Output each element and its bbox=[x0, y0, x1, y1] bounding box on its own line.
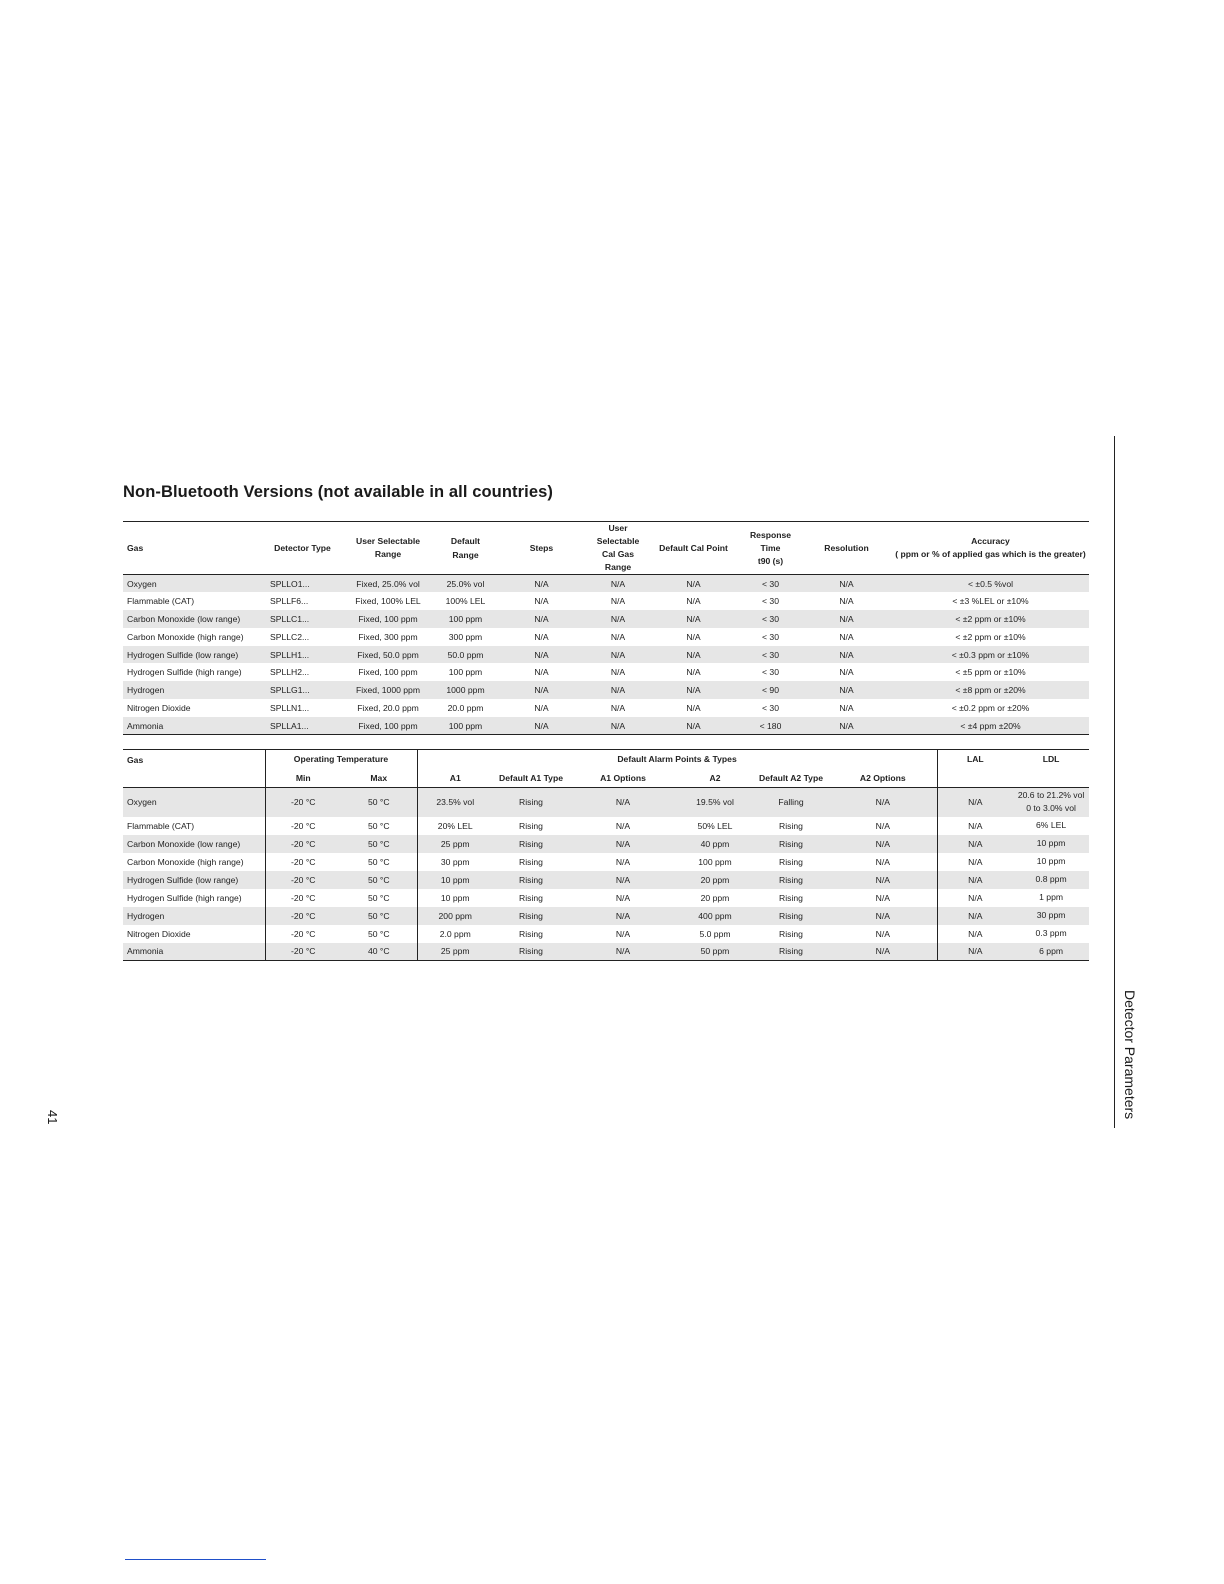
cell-a1-type: Rising bbox=[519, 928, 543, 939]
table-row bbox=[123, 835, 1089, 853]
table-row bbox=[123, 717, 1089, 735]
cell-gas: Flammable (CAT) bbox=[123, 817, 265, 835]
cell-a2: 19.5% vol bbox=[696, 797, 734, 808]
cell-response-time: < 30 bbox=[762, 578, 779, 589]
cell-response-time: < 180 bbox=[759, 720, 782, 731]
cell-temp-max: 50 °C bbox=[341, 835, 417, 853]
header-detector-type: Detector Type bbox=[274, 543, 331, 553]
header-lal: LAL bbox=[966, 754, 984, 765]
header-gas: Gas bbox=[123, 750, 265, 788]
cell-accuracy: < ±0.5 %vol bbox=[967, 578, 1014, 589]
header-a2-options: A2 Options bbox=[829, 769, 937, 788]
cell-gas: Carbon Monoxide (low range) bbox=[123, 835, 265, 853]
detector-specs-table bbox=[123, 521, 1089, 735]
cell-gas: Flammable (CAT) bbox=[127, 596, 195, 607]
header-resolution: Resolution bbox=[824, 543, 869, 553]
cell-a2-options: N/A bbox=[829, 853, 937, 871]
cell-temp-max: 50 °C bbox=[341, 925, 417, 943]
cell-a2-options: N/A bbox=[829, 907, 937, 925]
cell-ldl: 10 ppm bbox=[1036, 856, 1066, 866]
cell-a1-options: N/A bbox=[615, 946, 631, 957]
cell-lal: N/A bbox=[968, 946, 983, 957]
cell-gas: Ammonia bbox=[123, 943, 265, 961]
cell-cal-gas-range: N/A bbox=[610, 649, 626, 660]
cell-default-cal-point: N/A bbox=[686, 596, 701, 607]
cell-a1-type: Rising bbox=[519, 820, 543, 831]
cell-default-range: 1000 ppm bbox=[446, 685, 485, 696]
table-row bbox=[123, 681, 1089, 699]
cell-steps: N/A bbox=[534, 613, 549, 624]
cell-cal-gas-range: N/A bbox=[610, 720, 626, 731]
cell-a2: 40 ppm bbox=[700, 838, 730, 849]
table-row bbox=[123, 699, 1089, 717]
cell-temp-min: -20 °C bbox=[291, 892, 316, 903]
cell-response-time: < 30 bbox=[762, 649, 779, 660]
cell-gas: Ammonia bbox=[127, 720, 164, 731]
cell-gas: Hydrogen Sulfide (low range) bbox=[123, 871, 265, 889]
cell-temp-min: -20 °C bbox=[291, 856, 316, 867]
cell-lal: N/A bbox=[968, 797, 983, 808]
cell-temp-min: -20 °C bbox=[291, 874, 316, 885]
cell-temp-min: -20 °C bbox=[291, 820, 316, 831]
cell-gas: Hydrogen bbox=[123, 907, 265, 925]
cell-default-cal-point: N/A bbox=[686, 702, 701, 713]
cell-ldl: 6% LEL bbox=[1036, 820, 1067, 830]
cell-a1-type: Rising bbox=[519, 910, 543, 921]
header-default-alarm-points: Default Alarm Points & Types bbox=[417, 750, 937, 769]
cell-a1-options: N/A bbox=[615, 797, 631, 808]
header-gas: Gas bbox=[127, 543, 144, 553]
table-row bbox=[123, 646, 1089, 664]
cell-a2: 50% LEL bbox=[697, 820, 733, 831]
cell-detector-type: SPLLH1... bbox=[270, 649, 310, 660]
cell-resolution: N/A bbox=[839, 578, 854, 589]
cell-a2: 100 ppm bbox=[698, 856, 732, 867]
cell-default-range: 20.0 ppm bbox=[447, 702, 484, 713]
cell-temp-max: 50 °C bbox=[341, 788, 417, 817]
cell-resolution: N/A bbox=[839, 702, 854, 713]
cell-user-range: Fixed, 100 ppm bbox=[358, 667, 418, 678]
cell-temp-min: -20 °C bbox=[291, 910, 316, 921]
cell-user-range: Fixed, 100% LEL bbox=[355, 596, 421, 607]
table-row bbox=[123, 663, 1089, 681]
cell-temp-min: -20 °C bbox=[291, 838, 316, 849]
cell-a1: 30 ppm bbox=[440, 856, 470, 867]
header-lal-empty bbox=[937, 769, 1013, 788]
page-number: 41 bbox=[45, 1110, 60, 1125]
cell-temp-max: 40 °C bbox=[341, 943, 417, 961]
cell-steps: N/A bbox=[534, 667, 549, 678]
cell-gas: Nitrogen Dioxide bbox=[123, 925, 265, 943]
cell-detector-type: SPLLA1... bbox=[270, 720, 309, 731]
footnote-rule bbox=[125, 1559, 266, 1560]
cell-gas: Carbon Monoxide (high range) bbox=[127, 631, 244, 642]
cell-response-time: < 30 bbox=[762, 667, 779, 678]
cell-gas: Oxygen bbox=[123, 788, 265, 817]
cell-gas: Hydrogen Sulfide (high range) bbox=[127, 667, 242, 678]
cell-a2-type: Rising bbox=[779, 856, 803, 867]
cell-a1-options: N/A bbox=[615, 910, 631, 921]
cell-response-time: < 30 bbox=[762, 613, 779, 624]
cell-gas: Hydrogen Sulfide (low range) bbox=[127, 649, 239, 660]
cell-a2-type: Rising bbox=[779, 946, 803, 957]
cell-default-cal-point: N/A bbox=[686, 578, 701, 589]
cell-temp-max: 50 °C bbox=[341, 907, 417, 925]
cell-cal-gas-range: N/A bbox=[610, 596, 626, 607]
table-row bbox=[123, 575, 1089, 593]
table-row bbox=[123, 853, 1089, 871]
cell-accuracy: < ±2 ppm or ±10% bbox=[955, 631, 1026, 642]
cell-ldl: 30 ppm bbox=[1036, 910, 1066, 920]
cell-accuracy: < ±0.2 ppm or ±20% bbox=[951, 702, 1030, 713]
cell-default-cal-point: N/A bbox=[686, 649, 701, 660]
cell-gas: Oxygen bbox=[127, 578, 157, 589]
cell-user-range: Fixed, 20.0 ppm bbox=[357, 702, 419, 713]
header-a1-type: Default A1 Type bbox=[499, 772, 563, 783]
cell-cal-gas-range: N/A bbox=[610, 578, 626, 589]
cell-default-cal-point: N/A bbox=[686, 720, 701, 731]
cell-a2-options: N/A bbox=[829, 835, 937, 853]
cell-temp-min: -20 °C bbox=[291, 946, 316, 957]
cell-a2: 5.0 ppm bbox=[699, 928, 731, 939]
cell-detector-type: SPLLC1... bbox=[270, 613, 310, 624]
table-row bbox=[123, 889, 1089, 907]
cell-resolution: N/A bbox=[839, 720, 854, 731]
cell-resolution: N/A bbox=[839, 631, 854, 642]
cell-gas: Carbon Monoxide (low range) bbox=[127, 613, 241, 624]
cell-default-cal-point: N/A bbox=[686, 631, 701, 642]
cell-cal-gas-range: N/A bbox=[610, 667, 626, 678]
side-section-label: Detector Parameters bbox=[1122, 990, 1138, 1120]
cell-default-range: 100 ppm bbox=[448, 667, 483, 678]
cell-a2: 20 ppm bbox=[700, 892, 730, 903]
cell-user-range: Fixed, 25.0% vol bbox=[356, 578, 420, 589]
cell-detector-type: SPLLC2... bbox=[270, 631, 310, 642]
cell-a1: 200 ppm bbox=[438, 910, 472, 921]
cell-accuracy: < ±5 ppm or ±10% bbox=[955, 667, 1026, 678]
cell-default-cal-point: N/A bbox=[686, 685, 701, 696]
cell-a2-options: N/A bbox=[829, 925, 937, 943]
cell-a1-options: N/A bbox=[615, 892, 631, 903]
header-steps: Steps bbox=[529, 543, 554, 553]
header-max: Max bbox=[341, 769, 417, 788]
cell-ldl: 20.6 to 21.2% vol 0 to 3.0% vol bbox=[1017, 790, 1085, 814]
cell-lal: N/A bbox=[968, 892, 983, 903]
cell-a1-options: N/A bbox=[615, 928, 631, 939]
side-divider bbox=[1114, 436, 1115, 1128]
header-ldl: LDL bbox=[1042, 754, 1060, 765]
cell-a2-type: Rising bbox=[779, 820, 803, 831]
cell-a2-type: Rising bbox=[779, 928, 803, 939]
cell-gas: Nitrogen Dioxide bbox=[127, 702, 191, 713]
cell-temp-max: 50 °C bbox=[341, 817, 417, 835]
cell-steps: N/A bbox=[534, 578, 549, 589]
cell-user-range: Fixed, 1000 ppm bbox=[355, 685, 420, 696]
cell-a2-options: N/A bbox=[829, 889, 937, 907]
cell-detector-type: SPLLO1... bbox=[270, 578, 310, 589]
cell-temp-min: -20 °C bbox=[291, 928, 316, 939]
cell-gas: Carbon Monoxide (high range) bbox=[123, 853, 265, 871]
cell-accuracy: < ±8 ppm or ±20% bbox=[955, 685, 1026, 696]
cell-a2: 20 ppm bbox=[700, 874, 730, 885]
cell-a1: 23.5% vol bbox=[436, 797, 475, 808]
cell-lal: N/A bbox=[968, 928, 983, 939]
cell-resolution: N/A bbox=[839, 667, 854, 678]
cell-a1-options: N/A bbox=[615, 856, 631, 867]
cell-a1: 25 ppm bbox=[440, 838, 470, 849]
cell-cal-gas-range: N/A bbox=[610, 631, 626, 642]
cell-steps: N/A bbox=[534, 649, 549, 660]
table-row bbox=[123, 907, 1089, 925]
cell-response-time: < 30 bbox=[762, 596, 779, 607]
cell-cal-gas-range: N/A bbox=[610, 702, 626, 713]
cell-response-time: < 30 bbox=[762, 631, 779, 642]
cell-default-range: 25.0% vol bbox=[446, 578, 485, 589]
cell-a2-options: N/A bbox=[829, 817, 937, 835]
cell-temp-min: -20 °C bbox=[291, 797, 316, 808]
cell-resolution: N/A bbox=[839, 596, 854, 607]
cell-response-time: < 90 bbox=[762, 685, 779, 696]
cell-accuracy: < ±2 ppm or ±10% bbox=[955, 613, 1026, 624]
cell-a1: 10 ppm bbox=[440, 874, 470, 885]
cell-accuracy: < ±3 %LEL or ±10% bbox=[952, 596, 1029, 607]
header-ldl-empty bbox=[1013, 769, 1089, 788]
cell-cal-gas-range: N/A bbox=[610, 613, 626, 624]
cell-response-time: < 30 bbox=[762, 702, 779, 713]
cell-detector-type: SPLLH2... bbox=[270, 667, 310, 678]
header-a1-options: A1 Options bbox=[600, 772, 646, 783]
alarm-points-table bbox=[123, 749, 1089, 961]
cell-a2-type: Rising bbox=[779, 838, 803, 849]
cell-a1-type: Rising bbox=[519, 797, 543, 808]
table-row bbox=[123, 592, 1089, 610]
table-row bbox=[123, 925, 1089, 943]
header-default-range: Default Range bbox=[450, 536, 481, 560]
cell-a2-type: Falling bbox=[778, 797, 804, 808]
cell-a2-type: Rising bbox=[779, 874, 803, 885]
cell-resolution: N/A bbox=[839, 649, 854, 660]
cell-resolution: N/A bbox=[839, 613, 854, 624]
cell-a2-type: Rising bbox=[779, 910, 803, 921]
header-a2-type: Default A2 Type bbox=[759, 772, 823, 783]
cell-detector-type: SPLLF6... bbox=[270, 596, 309, 607]
cell-temp-max: 50 °C bbox=[341, 853, 417, 871]
cell-resolution: N/A bbox=[839, 685, 854, 696]
cell-cal-gas-range: N/A bbox=[610, 685, 626, 696]
cell-a2-options: N/A bbox=[829, 943, 937, 961]
cell-a1-options: N/A bbox=[615, 874, 631, 885]
cell-ldl: 10 ppm bbox=[1036, 838, 1066, 848]
cell-a2-options: N/A bbox=[829, 871, 937, 889]
header-min: Min bbox=[295, 772, 311, 783]
cell-steps: N/A bbox=[534, 631, 549, 642]
cell-a1: 10 ppm bbox=[440, 892, 470, 903]
cell-a1-type: Rising bbox=[519, 874, 543, 885]
cell-steps: N/A bbox=[534, 720, 549, 731]
header-accuracy: Accuracy ( ppm or % of applied gas which is the greater) bbox=[895, 536, 1086, 559]
table-row bbox=[123, 871, 1089, 889]
cell-user-range: Fixed, 300 ppm bbox=[358, 631, 418, 642]
cell-default-range: 100 ppm bbox=[448, 613, 483, 624]
cell-a1-type: Rising bbox=[519, 892, 543, 903]
cell-ldl: 1 ppm bbox=[1039, 892, 1064, 902]
cell-default-range: 300 ppm bbox=[448, 631, 483, 642]
cell-user-range: Fixed, 100 ppm bbox=[358, 613, 418, 624]
cell-user-range: Fixed, 50.0 ppm bbox=[357, 649, 419, 660]
cell-ldl: 6 ppm bbox=[1039, 945, 1064, 956]
cell-a1-options: N/A bbox=[615, 820, 631, 831]
cell-a1-type: Rising bbox=[519, 838, 543, 849]
cell-lal: N/A bbox=[968, 874, 983, 885]
header-cal-gas-range: User Selectable Cal Gas Range bbox=[596, 523, 640, 572]
cell-ldl: 0.8 ppm bbox=[1035, 874, 1067, 884]
cell-lal: N/A bbox=[968, 820, 983, 831]
header-a2: A2 bbox=[709, 772, 721, 783]
cell-detector-type: SPLLN1... bbox=[270, 702, 310, 713]
cell-default-range: 100 ppm bbox=[448, 720, 483, 731]
cell-default-range: 100% LEL bbox=[445, 596, 486, 607]
cell-a2-options: N/A bbox=[829, 788, 937, 817]
cell-a1: 20% LEL bbox=[437, 820, 473, 831]
cell-lal: N/A bbox=[968, 838, 983, 849]
table-row bbox=[123, 610, 1089, 628]
cell-default-range: 50.0 ppm bbox=[447, 649, 484, 660]
section-title: Non-Bluetooth Versions (not available in all countries) bbox=[123, 483, 553, 501]
cell-temp-max: 50 °C bbox=[341, 889, 417, 907]
header-default-cal-point: Default Cal Point bbox=[659, 543, 728, 553]
header-a1: A1 bbox=[449, 772, 461, 783]
cell-default-cal-point: N/A bbox=[686, 667, 701, 678]
header-user-range: User Selectable Range bbox=[355, 536, 420, 559]
cell-a2-type: Rising bbox=[779, 892, 803, 903]
cell-user-range: Fixed, 100 ppm bbox=[358, 720, 418, 731]
table-row bbox=[123, 817, 1089, 835]
cell-a1: 25 ppm bbox=[440, 946, 470, 957]
cell-a1: 2.0 ppm bbox=[439, 928, 471, 939]
cell-default-cal-point: N/A bbox=[686, 613, 701, 624]
cell-a1-type: Rising bbox=[519, 856, 543, 867]
cell-steps: N/A bbox=[534, 596, 549, 607]
cell-accuracy: < ±0.3 ppm or ±10% bbox=[951, 649, 1030, 660]
cell-temp-max: 50 °C bbox=[341, 871, 417, 889]
table-row bbox=[123, 628, 1089, 646]
cell-a1-type: Rising bbox=[519, 946, 543, 957]
cell-gas: Hydrogen bbox=[127, 685, 165, 696]
cell-ldl: 0.3 ppm bbox=[1035, 928, 1067, 938]
table-row bbox=[123, 788, 1089, 817]
cell-a2: 400 ppm bbox=[698, 910, 732, 921]
cell-a1-options: N/A bbox=[615, 838, 631, 849]
cell-gas: Hydrogen Sulfide (high range) bbox=[123, 889, 265, 907]
cell-a2: 50 ppm bbox=[700, 946, 730, 957]
table-row bbox=[123, 943, 1089, 961]
header-response-time: Response Time t90 (s) bbox=[749, 529, 792, 566]
cell-lal: N/A bbox=[968, 910, 983, 921]
header-operating-temperature: Operating Temperature bbox=[265, 750, 417, 769]
cell-lal: N/A bbox=[968, 856, 983, 867]
cell-detector-type: SPLLG1... bbox=[270, 685, 310, 696]
cell-accuracy: < ±4 ppm ±20% bbox=[960, 720, 1021, 731]
cell-steps: N/A bbox=[534, 685, 549, 696]
cell-steps: N/A bbox=[534, 702, 549, 713]
